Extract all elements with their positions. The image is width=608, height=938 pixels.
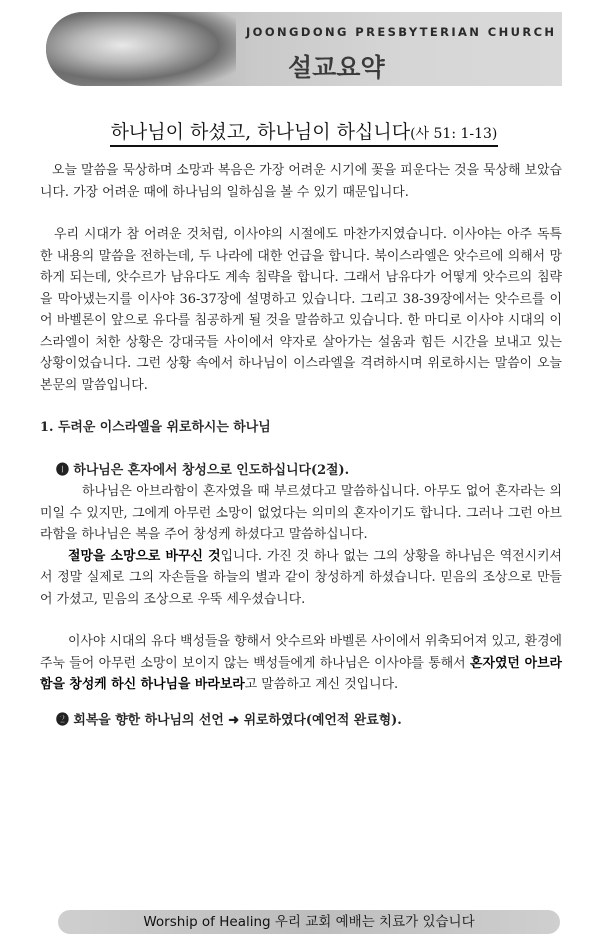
section-heading-1: 1. 두려운 이스라엘을 위로하시는 하나님 (40, 420, 271, 435)
paragraph-isaiah-start: 이사야 시대의 유다 백성들을 향해서 앗수르와 바벨론 사이에서 위축되어져 있고, 환경에 주눅 들어 아무런 소망이 보이지 않는 백성들에게 하나님은 이사야를 통해서 (40, 634, 562, 671)
header-title: 설교요약 (288, 53, 385, 82)
header-banner (46, 12, 562, 86)
emphasis-hope: 절망을 소망으로 바꾸신 것 (68, 548, 221, 564)
scripture-reference: (사 51: 1-13) (410, 126, 498, 142)
sermon-body (40, 160, 562, 731)
footer-banner: Worship of Healing 우리 교회 예배는 치료가 있습니다 (58, 910, 560, 934)
sermon-title-block (0, 117, 608, 147)
church-name: JOONGDONG PRESBYTERIAN CHURCH (246, 25, 557, 39)
sermon-title: 하나님이 하셨고, 하나님이 하십니다 (110, 121, 411, 143)
paragraph-abraham: 하나님은 아브라함이 혼자였을 때 부르셨다고 말씀하십니다. 아무도 없어 혼자라는 의미일 수 있지만, 그에게 아무런 소망이 없었다는 의미의 혼자이기도 합니다. 그러나 그런 아브라함을 하나님은 복을 주어 창성케 하셨다고 말씀하십니다. (40, 484, 562, 542)
paragraph-isaiah-era (40, 631, 562, 696)
paragraph-context: 우리 시대가 참 어려운 것처럼, 이사야의 시절에도 마찬가지였습니다. 이사야는 아주 독특한 내용의 말씀을 전하는데, 두 나라에 대한 언급을 합니다. 북이스라엘은 앗수르에 의해서 망하게 되는데, 앗수르가 남유다도 계속 침략을 합니다. 그래서 남유다가 어떻게 앗수르의 침략을 막아냈는지를 이사야 36-37장에 설명하고 있습니다. 그리고 38-39장에서는 앗수르를 이어 바벨론이 앞으로 유다를 침공하게 될 것을 말씀하고 있습니다. 한 마디로 이사야 시대의 이스라엘이 처한 상황은 강대국들 사이에서 약자로 살아가는 설움과 힘든 시간을 보내고 있는 상황이었습니다. 그런 상황 속에서 하나님이 이스라엘을 격려하시며 위로하시는 말씀이 오늘 본문의 말씀입니다. (40, 227, 562, 393)
sermon-title-underlined (110, 117, 499, 147)
paragraph-hope-rest: 입니다. 가진 것 하나 없는 그의 상황을 하나님은 역전시키셔서 정말 실제로 그의 자손들을 하늘의 별과 같이 창성하게 하셨습니다. 믿음의 조상으로 만들어 가셨고, 믿음의 조상으로 우뚝 세우셨습니다. (40, 548, 562, 607)
paragraph-intro: 오늘 말씀을 묵상하며 소망과 복음은 가장 어려운 시기에 꽃을 피운다는 것을 묵상해 보았습니다. 가장 어려운 때에 하나님의 일하심을 볼 수 있기 때문입니다. (40, 163, 562, 200)
point-heading-2: ❷ 회복을 향한 하나님의 선언 ➜ 위로하였다(예언적 완료형). (56, 712, 402, 728)
praying-person-photo (46, 12, 236, 86)
point-heading-1: ❶ 하나님은 혼자에서 창성으로 인도하십니다(2절). (56, 462, 350, 478)
paragraph-isaiah-end: 고 말씀하고 계신 것입니다. (244, 677, 399, 692)
paragraph-hope (40, 546, 562, 611)
emphasis-look-to-god: 혼자였던 아브라함을 창성케 하신 하나님을 바라보라 (40, 655, 563, 692)
